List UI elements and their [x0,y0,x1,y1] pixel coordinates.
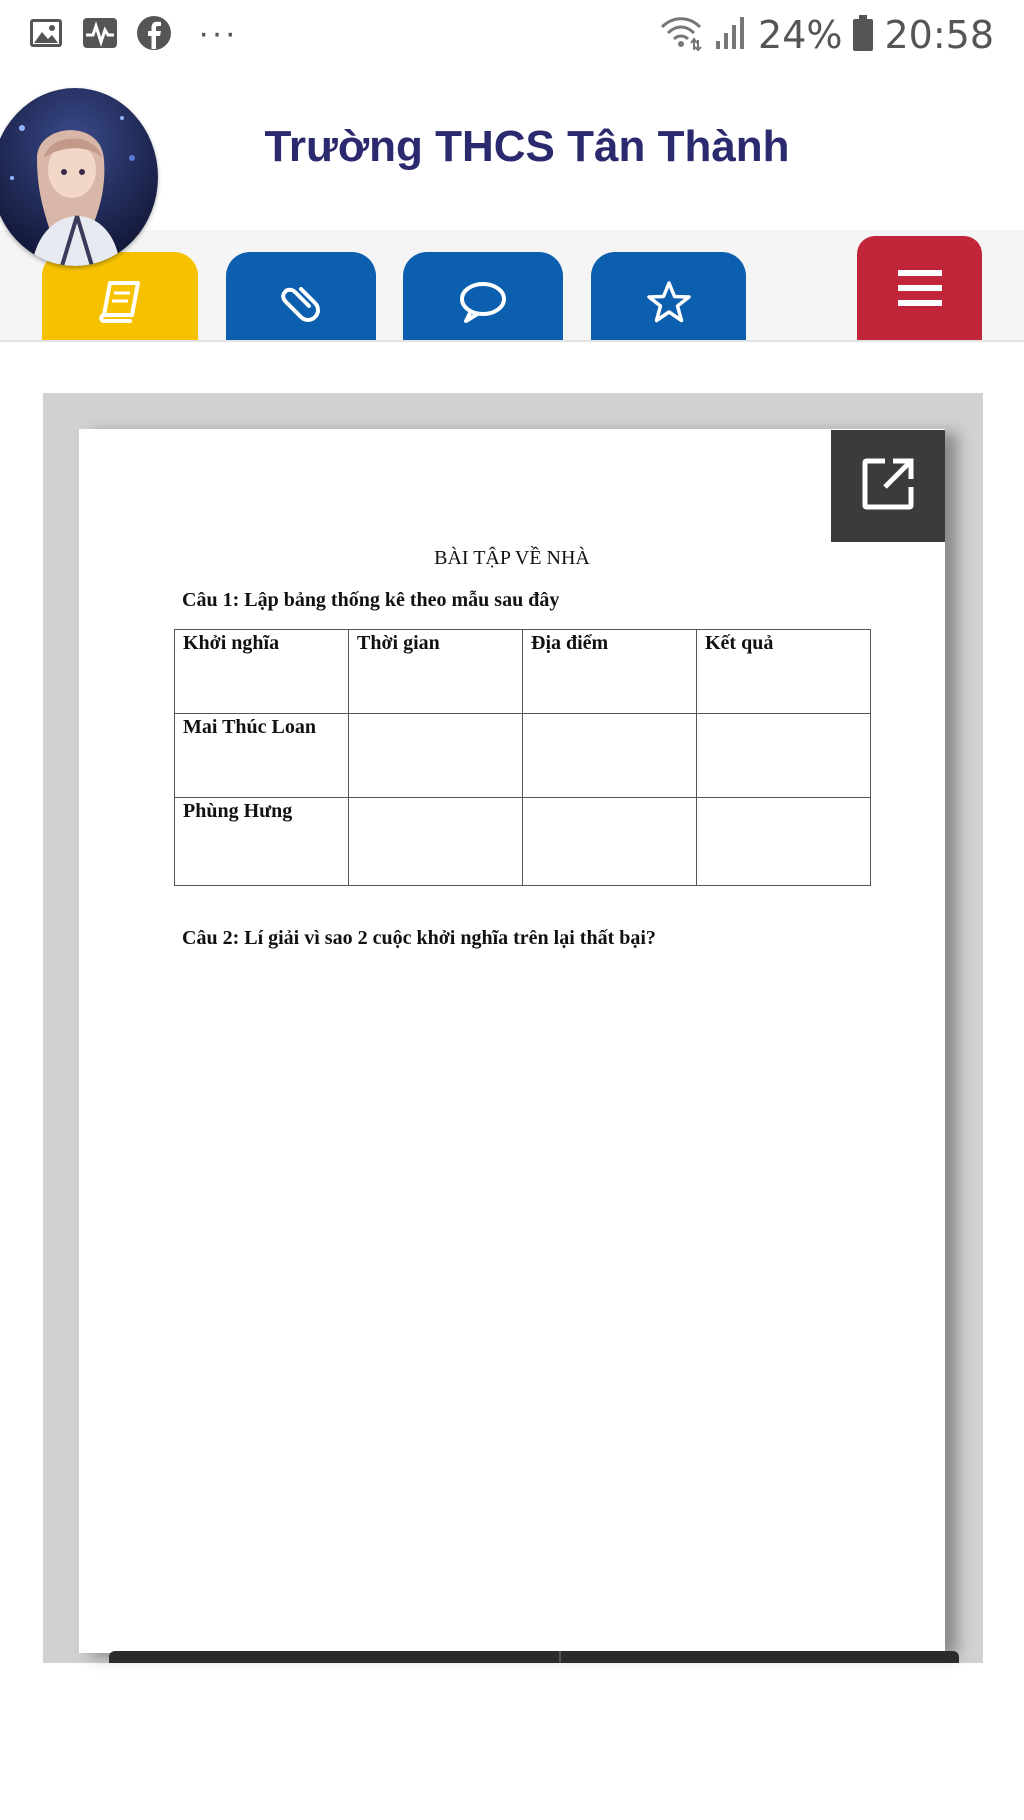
hamburger-menu-icon [896,268,944,308]
table-header-cell: Thời gian [349,630,523,714]
table-cell [697,714,871,798]
table-header-cell: Khởi nghĩa [175,630,349,714]
menu-button[interactable] [857,236,982,340]
viewer-toolbar[interactable] [109,1651,959,1663]
activity-icon [82,16,118,50]
table-header-cell: Địa điểm [523,630,697,714]
book-icon [98,281,142,323]
tab-comments[interactable] [403,252,563,340]
document-viewer[interactable] [43,393,983,1663]
document-page [79,429,945,1653]
signal-icon [714,15,748,56]
statistics-table [174,629,871,886]
table-header-cell: Kết quả [697,630,871,714]
chat-bubble-icon [459,281,507,323]
star-icon [646,280,692,324]
table-cell: Phùng Hưng [175,798,349,886]
paperclip-icon [279,280,323,324]
battery-icon [852,14,874,57]
clock: 20:58 [884,13,994,57]
table-cell [349,798,523,886]
table-header-row [175,630,871,714]
question-2: Câu 2: Lí giải vì sao 2 cuộc khởi nghĩa trên lại thất bại? [182,927,656,949]
open-external-button[interactable] [831,430,945,542]
document-title: BÀI TẬP VỀ NHÀ [434,547,590,569]
tab-favorites[interactable] [591,252,746,340]
table-cell [349,714,523,798]
question-1: Câu 1: Lập bảng thống kê theo mẫu sau đây [182,589,560,611]
site-title: Trường THCS Tân Thành [264,122,790,171]
tab-bar [0,230,1024,342]
tab-attachments[interactable] [226,252,376,340]
toolbar-divider [559,1651,561,1663]
table-cell [523,714,697,798]
table-row [175,798,871,886]
battery-percent: 24% [758,13,843,57]
gallery-icon [28,16,64,50]
more-notifications: ··· [198,14,238,52]
status-bar [0,0,1024,70]
table-cell [697,798,871,886]
table-cell [523,798,697,886]
facebook-icon [136,16,172,50]
open-external-icon [859,455,917,518]
wifi-icon [658,13,704,58]
table-row [175,714,871,798]
table-cell: Mai Thúc Loan [175,714,349,798]
